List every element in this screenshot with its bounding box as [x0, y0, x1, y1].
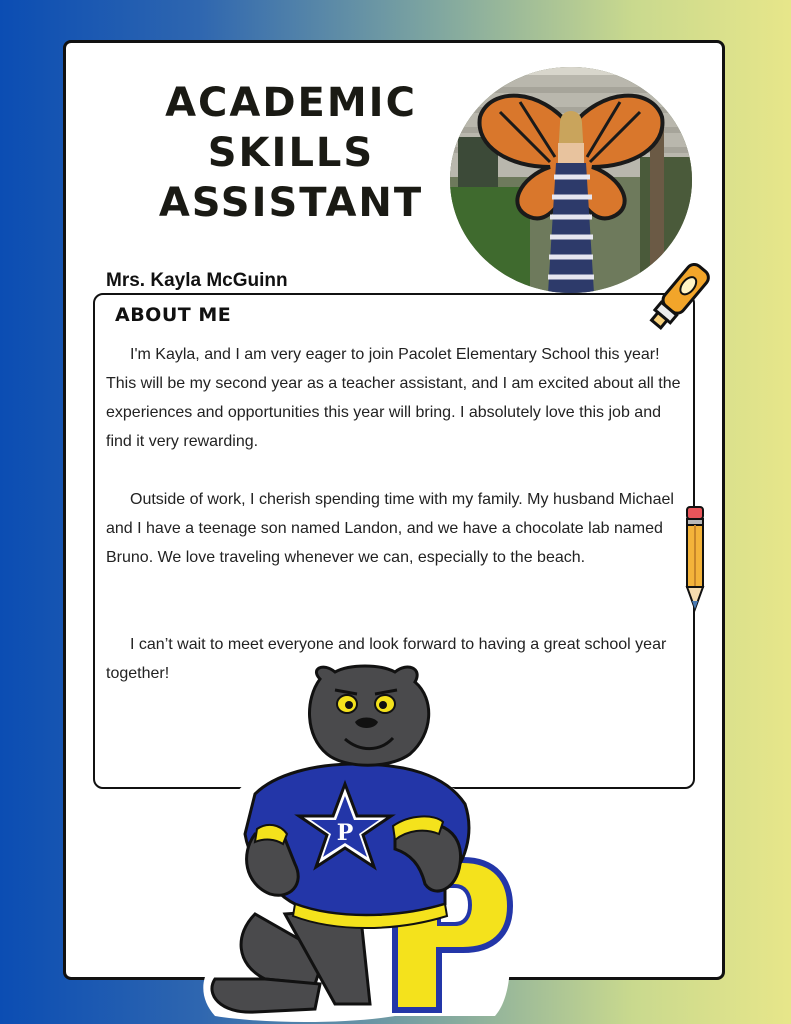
title-line-1: ACADEMIC SKILLS	[165, 80, 417, 176]
about-paragraph-3: I can’t wait to meet everyone and look forward to having a great school year together!	[106, 636, 667, 682]
about-me-heading: ABOUT ME	[115, 304, 232, 326]
pencil-icon	[682, 505, 708, 613]
sweater-letter: P	[336, 820, 354, 846]
glue-stick-icon	[636, 256, 720, 340]
about-paragraph-2: Outside of work, I cherish spending time with my family. My husband Michael and I have a teenage son named Landon, and we have a chocolate lab named Bruno. We love traveling whenever we can, especially to the beach.	[106, 491, 674, 566]
page-title	[105, 78, 477, 228]
teacher-name: Mrs. Kayla McGuinn	[106, 270, 288, 291]
title-line-2: ASSISTANT	[158, 180, 424, 226]
panther-mascot	[195, 664, 520, 1024]
about-paragraph-1: I'm Kayla, and I am very eager to join Pacolet Elementary School this year! This will be my second year as a teacher assistant, and I am excited about all the experiences and opportunities this year will bring. I absolutely love this job and find it very rewarding.	[106, 346, 681, 450]
